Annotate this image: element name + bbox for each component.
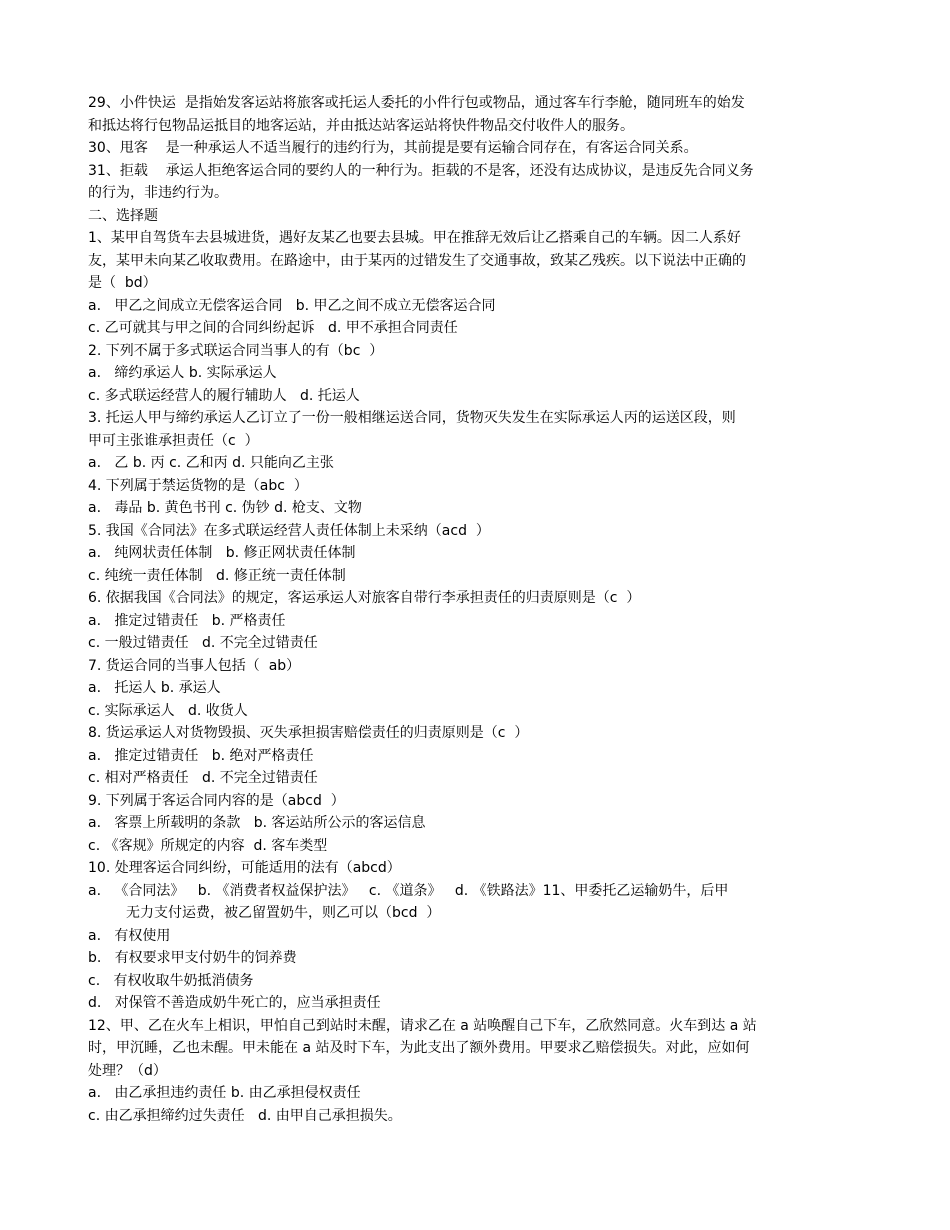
- question-text: 无力支付运费，被乙留置奶牛，则乙可以（bcd ）: [126, 905, 441, 921]
- text-line: 的行为，非违约行为。: [88, 185, 228, 201]
- text-line: 30、甩客 是一种承运人不适当履行的违约行为，其前提是要有运输合同存在，有客运合同关系。: [88, 140, 698, 156]
- options-line: b. 有权要求甲支付奶牛的饲养费: [88, 950, 297, 966]
- text-line: 29、小件快运 是指始发客运站将旅客或托运人委托的小件行包或物品，通过客车行李舱，随同班车的始发: [88, 95, 745, 111]
- options-line: a. 乙 b. 丙 c. 乙和丙 d. 只能向乙主张: [88, 455, 334, 471]
- options-line: a. 《合同法》 b. 《消费者权益保护法》 c. 《道条》 d. 《铁路法》11、甲委托乙运输奶牛，后甲: [88, 882, 729, 899]
- options-line: c. 《客规》所规定的内容 d. 客车类型: [88, 837, 328, 854]
- question-text: 9. 下列属于客运合同内容的是（abcd ）: [88, 792, 345, 809]
- text-line: 31、拒载 承运人拒绝客运合同的要约人的一种行为。拒载的不是客，还没有达成协议，是违反先合同义务: [88, 162, 754, 179]
- options-line: a. 有权使用: [88, 927, 171, 944]
- question-text: 处理？（d）: [88, 1062, 167, 1079]
- options-line: d. 对保管不善造成奶牛死亡的，应当承担责任: [88, 995, 381, 1011]
- question-text: 2. 下列不属于多式联运合同当事人的有（bc ）: [88, 342, 384, 359]
- question-text: 3. 托运人甲与缔约承运人乙订立了一份一般相继运送合同，货物灭失发生在实际承运人丙的运送区段，则: [88, 410, 736, 426]
- options-line: a. 由乙承担违约责任 b. 由乙承担侵权责任: [88, 1085, 361, 1101]
- question-text: 甲可主张谁承担责任（c ）: [88, 432, 259, 449]
- question-text: 10. 处理客运合同纠纷，可能适用的法有（abcd）: [88, 860, 401, 876]
- question-text: 时，甲沉睡，乙也未醒。甲未能在 a 站及时下车，为此支出了额外费用。甲要求乙赔偿损失。对此，应如何: [88, 1040, 750, 1056]
- question-text: 8. 货运承运人对货物毁损、灭失承担损害赔偿责任的归责原则是（c ）: [88, 725, 529, 741]
- question-text: 4. 下列属于禁运货物的是（abc ）: [88, 477, 308, 494]
- question-text: 友，某甲未向某乙收取费用。在路途中，由于某丙的过错发生了交通事故，致某乙残疾。以下说法中正确的: [88, 252, 746, 269]
- text-line: 和抵达将行包物品运抵目的地客运站，并由抵达站客运站将快件物品交付收件人的服务。: [88, 117, 634, 134]
- question-text: 6. 依据我国《合同法》的规定，客运承运人对旅客自带行李承担责任的归责原则是（c ）: [88, 590, 641, 606]
- options-line: a. 毒品 b. 黄色书刊 c. 伪钞 d. 枪支、文物: [88, 500, 362, 516]
- options-line: c. 相对严格责任 d. 不完全过错责任: [88, 770, 318, 786]
- options-line: a. 托运人 b. 承运人: [88, 680, 221, 696]
- options-line: c. 实际承运人 d. 收货人: [88, 702, 248, 719]
- section-heading: 二、选择题: [88, 207, 158, 224]
- options-line: c. 由乙承担缔约过失责任 d. 由甲自己承担损失。: [88, 1107, 402, 1124]
- options-line: a. 缔约承运人 b. 实际承运人: [88, 365, 277, 381]
- options-line: c. 纯统一责任体制 d. 修正统一责任体制: [88, 567, 346, 584]
- question-text: 5. 我国《合同法》在多式联运经营人责任体制上未采纳（acd ）: [88, 522, 490, 539]
- options-line: a. 纯网状责任体制 b. 修正网状责任体制: [88, 545, 356, 561]
- options-line: c. 有权收取牛奶抵消债务: [88, 972, 254, 989]
- options-line: c. 多式联运经营人的履行辅助人 d. 托运人: [88, 387, 360, 404]
- options-line: a. 客票上所载明的条款 b. 客运站所公示的客运信息: [88, 815, 426, 831]
- options-line: c. 一般过错责任 d. 不完全过错责任: [88, 635, 318, 651]
- question-text: 1、某甲自驾货车去县城进货，遇好友某乙也要去县城。甲在推辞无效后让乙搭乘自己的车辆。因二人系好: [88, 230, 741, 246]
- document-body: [88, 92, 860, 1127]
- options-line: a. 甲乙之间成立无偿客运合同 b. 甲乙之间不成立无偿客运合同: [88, 297, 496, 314]
- question-text: 12、甲、乙在火车上相识，甲怕自己到站时未醒，请求乙在 a 站唤醒自己下车，乙欣然同意。火车到达 a 站: [88, 1017, 757, 1034]
- options-line: a. 推定过错责任 b. 严格责任: [88, 612, 286, 629]
- options-line: c. 乙可就其与甲之间的合同纠纷起诉 d. 甲不承担合同责任: [88, 320, 458, 336]
- question-text: 是（ bd）: [88, 275, 157, 291]
- options-line: a. 推定过错责任 b. 绝对严格责任: [88, 747, 314, 764]
- question-text: 7. 货运合同的当事人包括（ ab）: [88, 657, 301, 674]
